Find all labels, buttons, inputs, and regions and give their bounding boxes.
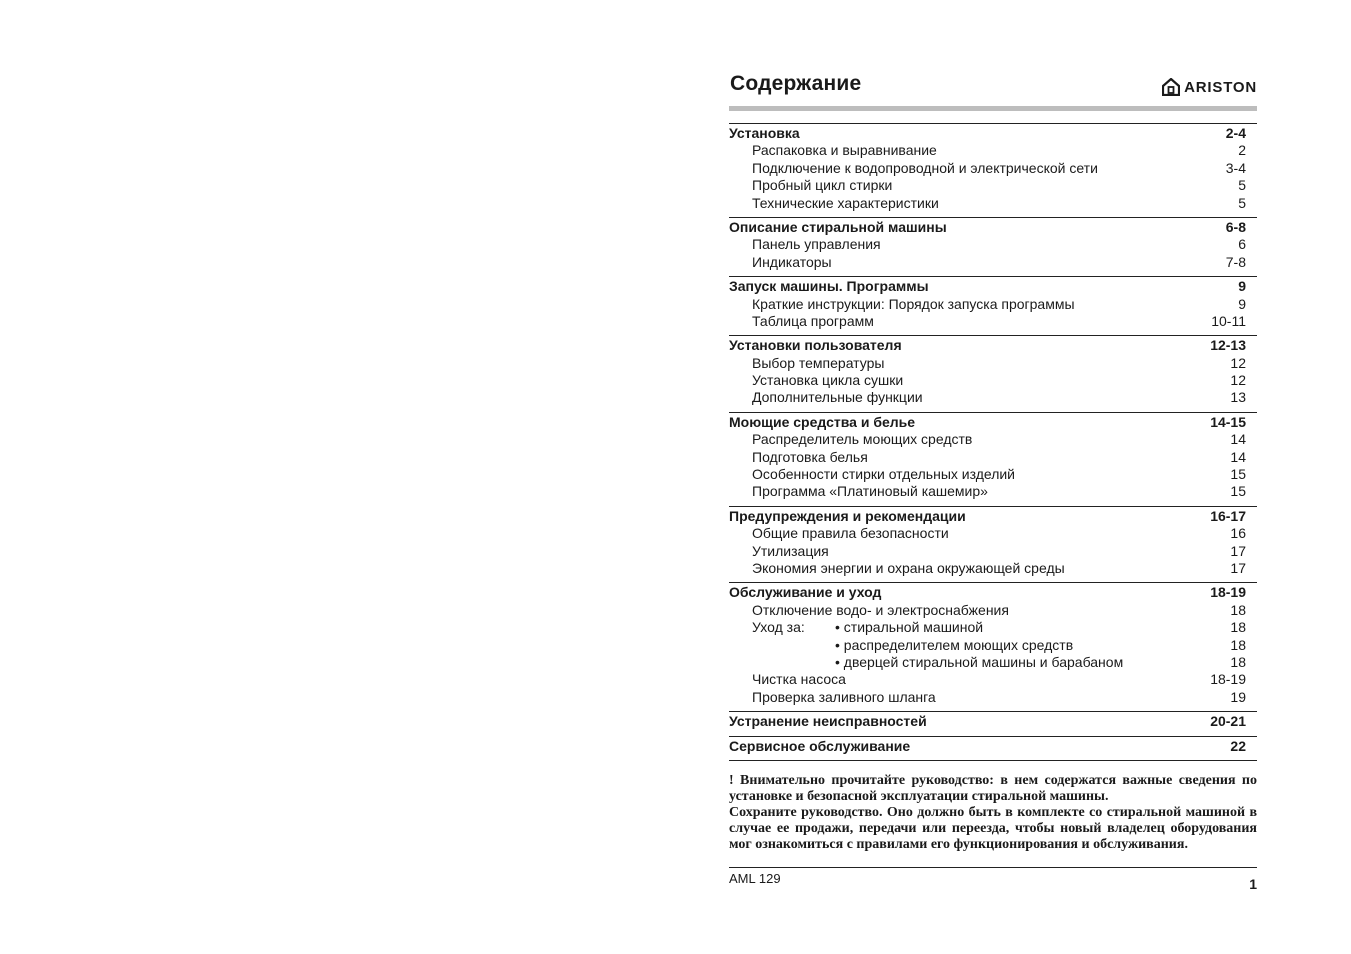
toc-entry[interactable] bbox=[729, 483, 1257, 500]
toc-entry-page: 18 bbox=[1230, 636, 1246, 653]
toc-heading[interactable] bbox=[729, 508, 1257, 525]
toc-heading-label: Установки пользователя bbox=[729, 337, 902, 354]
page-title: Содержание bbox=[730, 72, 862, 95]
toc-entry-label: • стиральной машиной bbox=[835, 619, 984, 636]
toc-heading-page: 14-15 bbox=[1210, 413, 1246, 430]
toc-heading-page: 9 bbox=[1238, 278, 1246, 295]
house-logo-icon bbox=[1162, 78, 1180, 96]
toc-heading[interactable] bbox=[729, 125, 1257, 142]
toc-section-warnings bbox=[729, 506, 1257, 583]
toc-page bbox=[729, 70, 1257, 892]
toc-entry[interactable] bbox=[729, 236, 1257, 253]
toc-heading[interactable] bbox=[729, 738, 1257, 755]
notice-paragraph: ! Внимательно прочитайте руководство: в нем содержатся важные сведения по установке и безопасной эксплуатации стиральной машины. bbox=[729, 772, 1257, 804]
toc-entry[interactable] bbox=[729, 195, 1257, 212]
table-of-contents bbox=[729, 123, 1257, 761]
toc-entry-page: 2 bbox=[1238, 142, 1246, 159]
toc-heading[interactable] bbox=[729, 337, 1257, 354]
toc-heading[interactable] bbox=[729, 584, 1257, 601]
toc-entry-label: Утилизация bbox=[752, 542, 829, 559]
toc-entry-label: Подготовка белья bbox=[752, 448, 868, 465]
toc-section-service bbox=[729, 736, 1257, 761]
toc-entry-page: 9 bbox=[1238, 295, 1246, 312]
safety-notice bbox=[729, 773, 1257, 853]
toc-entry-label: Распаковка и выравнивание bbox=[752, 142, 937, 159]
toc-entry-label: Отключение водо- и электроснабжения bbox=[752, 601, 1009, 618]
toc-heading-label: Моющие средства и белье bbox=[729, 413, 916, 430]
toc-entry-label: Распределитель моющих средств bbox=[752, 431, 973, 448]
toc-section-user-settings bbox=[729, 335, 1257, 412]
toc-entry-page: 13 bbox=[1230, 389, 1246, 406]
toc-entry[interactable] bbox=[729, 543, 1257, 560]
toc-entry-page: 12 bbox=[1230, 354, 1246, 371]
toc-heading-label: Сервисное обслуживание bbox=[729, 737, 911, 754]
toc-entry-page: 5 bbox=[1238, 177, 1246, 194]
toc-entry-page: 10-11 bbox=[1211, 312, 1246, 329]
toc-entry-label: • дверцей стиральной машины и барабаном bbox=[835, 653, 1124, 670]
toc-entry-page: 6 bbox=[1238, 236, 1246, 253]
page-footer bbox=[729, 867, 1257, 892]
toc-entry-label: Панель управления bbox=[752, 236, 881, 253]
toc-heading-label: Установка bbox=[729, 125, 800, 141]
toc-entry-label: Краткие инструкции: Порядок запуска программы bbox=[752, 295, 1075, 312]
toc-heading-page: 18-19 bbox=[1210, 584, 1246, 601]
toc-entry-page: 16 bbox=[1230, 525, 1246, 542]
toc-entry[interactable] bbox=[729, 525, 1257, 542]
toc-entry-page: 18 bbox=[1230, 653, 1246, 670]
toc-entry-label: Проверка заливного шланга bbox=[752, 688, 936, 705]
toc-heading[interactable] bbox=[729, 278, 1257, 295]
toc-entry-label: Технические характеристики bbox=[752, 194, 939, 211]
brand-name: ARISTON bbox=[1184, 78, 1257, 96]
toc-entry-page: 5 bbox=[1238, 194, 1246, 211]
toc-entry-label: Подключение к водопроводной и электрической сети bbox=[752, 159, 1098, 176]
toc-entry-page: 12 bbox=[1230, 372, 1246, 389]
toc-heading[interactable] bbox=[729, 219, 1257, 236]
toc-heading-page: 12-13 bbox=[1210, 337, 1246, 354]
toc-entry[interactable] bbox=[729, 160, 1257, 177]
toc-section-maintenance bbox=[729, 582, 1257, 711]
toc-section-detergents bbox=[729, 412, 1257, 506]
toc-entry-label: • распределителем моющих средств bbox=[835, 636, 1074, 653]
page-header bbox=[729, 70, 1257, 106]
toc-entry-label: Пробный цикл стирки bbox=[752, 177, 893, 194]
notice-paragraph: Сохраните руководство. Оно должно быть в комплекте со стиральной машиной в случае ее продажи, передачи или переезда, чтобы новый владелец оборудования мог ознакомиться с правилами его функционирования и обслуживания. bbox=[729, 804, 1257, 852]
toc-section-description bbox=[729, 217, 1257, 276]
toc-entry[interactable] bbox=[729, 466, 1257, 483]
toc-entry-page: 17 bbox=[1230, 559, 1246, 576]
toc-entry[interactable] bbox=[729, 671, 1257, 688]
toc-entry[interactable] bbox=[729, 654, 1257, 671]
toc-heading[interactable] bbox=[729, 713, 1257, 730]
toc-entry[interactable] bbox=[729, 177, 1257, 194]
toc-entry-page: 18 bbox=[1230, 601, 1246, 618]
toc-entry-label: Особенности стирки отдельных изделий bbox=[752, 466, 1015, 483]
toc-entry-page: 7-8 bbox=[1225, 253, 1246, 270]
toc-entry[interactable] bbox=[729, 389, 1257, 406]
toc-heading-page: 16-17 bbox=[1210, 507, 1246, 524]
toc-entry[interactable] bbox=[729, 449, 1257, 466]
toc-entry[interactable] bbox=[729, 313, 1257, 330]
toc-entry-label: Выбор температуры bbox=[752, 354, 885, 371]
toc-heading-label: Устранение неисправностей bbox=[729, 713, 927, 730]
toc-entry[interactable] bbox=[729, 142, 1257, 159]
toc-entry-page: 14 bbox=[1230, 431, 1246, 448]
toc-heading-label: Предупреждения и рекомендации bbox=[729, 507, 966, 524]
toc-entry[interactable] bbox=[729, 637, 1257, 654]
toc-entry-page: 3-4 bbox=[1225, 159, 1246, 176]
toc-entry[interactable] bbox=[729, 560, 1257, 577]
toc-heading-page: 2-4 bbox=[1225, 125, 1246, 141]
toc-entry[interactable] bbox=[729, 431, 1257, 448]
care-prefix: Уход за: bbox=[752, 619, 805, 636]
toc-entry-label: Индикаторы bbox=[752, 253, 832, 270]
toc-entry-page: 18-19 bbox=[1210, 671, 1246, 688]
toc-entry-label: Дополнительные функции bbox=[752, 389, 923, 406]
toc-heading-page: 6-8 bbox=[1225, 218, 1246, 235]
toc-section-installation bbox=[729, 123, 1257, 217]
model-number: AML 129 bbox=[729, 870, 781, 886]
toc-entry[interactable] bbox=[729, 254, 1257, 271]
toc-entry-page: 15 bbox=[1230, 483, 1246, 500]
page-number: 1 bbox=[1249, 875, 1257, 892]
toc-entry-label: Установка цикла сушки bbox=[752, 372, 904, 389]
toc-heading-label: Запуск машины. Программы bbox=[729, 278, 929, 295]
toc-entry[interactable] bbox=[729, 602, 1257, 619]
toc-entry-label: Чистка насоса bbox=[752, 671, 846, 688]
toc-entry-label: Общие правила безопасности bbox=[752, 525, 949, 542]
header-rule bbox=[729, 106, 1257, 111]
toc-entry-page: 18 bbox=[1230, 619, 1246, 636]
toc-entry[interactable] bbox=[729, 619, 1257, 636]
toc-entry-page: 19 bbox=[1230, 688, 1246, 705]
toc-entry[interactable] bbox=[729, 372, 1257, 389]
toc-entry-label: Программа «Платиновый кашемир» bbox=[752, 483, 988, 500]
toc-entry-page: 14 bbox=[1230, 448, 1246, 465]
toc-heading[interactable] bbox=[729, 414, 1257, 431]
toc-entry-page: 15 bbox=[1230, 466, 1246, 483]
toc-entry[interactable] bbox=[729, 355, 1257, 372]
toc-section-start bbox=[729, 276, 1257, 335]
toc-heading-label: Обслуживание и уход bbox=[729, 584, 882, 601]
toc-heading-page: 22 bbox=[1230, 737, 1246, 754]
toc-entry[interactable] bbox=[729, 296, 1257, 313]
brand-logo bbox=[1162, 78, 1257, 96]
toc-entry-label: Экономия энергии и охрана окружающей среды bbox=[752, 559, 1065, 576]
toc-heading-label: Описание стиральной машины bbox=[729, 218, 947, 235]
toc-section-troubleshooting bbox=[729, 711, 1257, 735]
toc-entry-label: Таблица программ bbox=[752, 312, 874, 329]
toc-entry[interactable] bbox=[729, 689, 1257, 706]
toc-heading-page: 20-21 bbox=[1210, 713, 1246, 730]
toc-entry-page: 17 bbox=[1230, 542, 1246, 559]
